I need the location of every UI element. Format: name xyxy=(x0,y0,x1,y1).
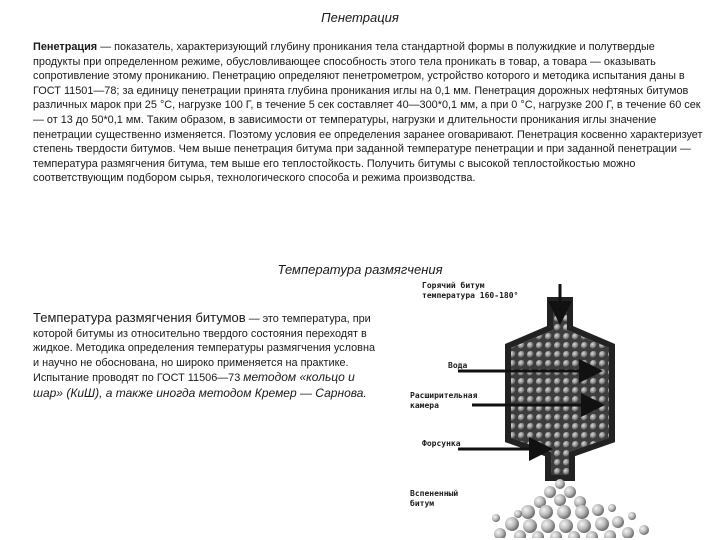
label-nozzle: Форсунка xyxy=(422,439,461,448)
label-hot-bitumen-1: Горячий битум xyxy=(422,281,485,290)
foamed-bitumen-balls xyxy=(492,479,649,538)
label-hot-bitumen-2: температура 160-180° xyxy=(422,291,519,300)
softening-term: Температура размягчения битумов xyxy=(33,310,246,325)
foamed-bitumen-diagram xyxy=(400,278,710,538)
label-water: Вода xyxy=(448,361,468,370)
label-foamed-2: битум xyxy=(410,499,435,508)
section-title-softening: Температура размягчения xyxy=(277,262,443,277)
softening-paragraph xyxy=(33,311,381,402)
label-foamed-1: Вспененный xyxy=(410,489,459,498)
penetration-term: Пенетрация xyxy=(33,41,98,53)
section-title-penetration: Пенетрация xyxy=(321,10,399,25)
expansion-chamber-vessel xyxy=(508,300,612,478)
label-chamber-1: Расширительная xyxy=(410,391,478,400)
penetration-paragraph xyxy=(33,40,705,186)
softening-method: методом «кольцо и шар» (КиШ), а также иногда методом Кремер — Сарнова. xyxy=(33,370,367,400)
softening-body: — это температура, при которой битумы из относительно твердого состояния переходят в жидкое. Методика определения температуры размягчения условна и научно не обоснована, но широко применяется на практике. Испытание проводят по ГОСТ 11506—73 xyxy=(33,313,376,385)
penetration-body: — показатель, характеризующий глубину проникания тела стандартной формы в полужидкие и полутвердые продукты при определенном режиме, обусловливающее способность этого тела проникать в товар, а товара — оказывать сопротивление этому прониканию. Пенетрацию определяют пенетрометром, устройство которого и методика испытания даны в ГОСТ 11501—78; за единицу пенетрации принята глубина проникания иглы на 0,1 мм. Пенетрация дорожных нефтяных битумов различных марок при 25 °С, нагрузке 100 Г, в течение 5 сек составляет 40—300*0,1 мм, а при 0 °С, нагрузке 200 Г, в течение 60 сек— от 13 до 50*0,1 мм. Таким образом, в зависимости от температуры, нагрузки и длительности проникания иглы значение пенетрации существенно изменяется. Поэтому условия ее определения заранее оговаривают. Пенетрация косвенно характеризует степень твердости битумов. Чем выше пенетрация битума при заданной температуре пенетрации и при заданной пенетрации — температура размягчения битума, тем выше его теплостойкость. Получить битумы с высокой теплостойкостью можно соответствующим подбором сырья, технологического способа и режима производства. xyxy=(33,41,703,185)
label-chamber-2: камера xyxy=(410,401,439,410)
